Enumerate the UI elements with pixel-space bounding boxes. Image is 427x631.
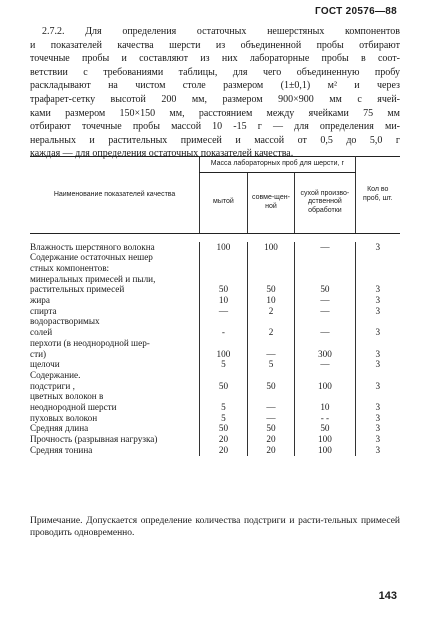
- row-value: [295, 252, 355, 263]
- note: Примечание. Допускается определение количества подстриги и расти-тельных примесей проводить одновременно.: [30, 516, 400, 538]
- row-value: 100: [200, 242, 248, 253]
- row-value: 3: [355, 413, 400, 424]
- table-row: [30, 402, 400, 413]
- col-header-washed: мытой: [200, 172, 248, 233]
- page-number: 143: [378, 590, 397, 602]
- table-row: [30, 349, 400, 360]
- table-row: [30, 242, 400, 253]
- row-label: водорастворимых: [30, 316, 100, 327]
- row-value: 10: [247, 295, 295, 306]
- row-value: [295, 338, 355, 349]
- standard-header: ГОСТ 20576—88: [314, 6, 397, 17]
- paragraph-line: трафарет-сетку высотой 200 мм, размером 900×900 мм с ячей-: [30, 93, 400, 105]
- row-label: Средняя тонина: [30, 444, 93, 455]
- row-value: [355, 370, 400, 381]
- row-value: —: [295, 306, 355, 317]
- row-value: 3: [355, 284, 400, 295]
- table-row: [30, 370, 400, 381]
- row-value: [355, 316, 400, 327]
- row-value: —: [247, 402, 295, 413]
- row-value: [200, 252, 248, 263]
- section-paragraph: [30, 25, 400, 161]
- row-value: 50: [200, 381, 248, 392]
- row-value: 5: [200, 359, 248, 370]
- col-header-dry: сухой произво-дственной обработки: [295, 172, 355, 233]
- row-value: [247, 316, 295, 327]
- row-label: Средняя длина: [30, 423, 89, 434]
- row-value: [295, 263, 355, 274]
- row-value: [355, 391, 400, 402]
- row-label: перхоти (в неоднородной шер-: [30, 337, 150, 348]
- table-row: [30, 338, 400, 349]
- row-value: [295, 316, 355, 327]
- row-value: [295, 391, 355, 402]
- paragraph-line: ветствии с требованиями таблицы, для чего объединенную пробу: [30, 66, 400, 78]
- table-row: [30, 327, 400, 338]
- row-value: —: [295, 359, 355, 370]
- row-value: [247, 263, 295, 274]
- row-label: минеральных примесей и пыли,: [30, 273, 156, 284]
- row-value: 100: [247, 242, 295, 253]
- row-label: Содержание.: [30, 369, 81, 380]
- sampling-table: [30, 156, 400, 456]
- row-value: [200, 274, 248, 285]
- table-row: [30, 274, 400, 285]
- row-value: 100: [295, 381, 355, 392]
- row-value: —: [295, 242, 355, 253]
- table-row: [30, 413, 400, 424]
- row-value: 3: [355, 434, 400, 445]
- row-label: щелочи: [30, 359, 60, 370]
- row-value: [295, 274, 355, 285]
- row-value: 20: [247, 434, 295, 445]
- row-label: сти): [30, 348, 47, 359]
- row-value: 5: [247, 359, 295, 370]
- row-value: 3: [355, 242, 400, 253]
- row-value: 3: [355, 349, 400, 360]
- row-value: 3: [355, 445, 400, 456]
- row-label: Влажность шерстяного волокна: [30, 241, 155, 252]
- row-label: Прочность (разрывная нагрузка): [30, 434, 158, 445]
- col-header-mass-group: Масса лабораторных проб для шерсти, г: [200, 157, 355, 173]
- row-value: —: [247, 349, 295, 360]
- table-row: [30, 445, 400, 456]
- row-value: 5: [200, 402, 248, 413]
- paragraph-line: 2.7.2. Для определения остаточных нешерстяных компонентов: [42, 26, 400, 37]
- row-label: Содержание остаточных нешер: [30, 252, 153, 263]
- row-value: [247, 370, 295, 381]
- table-row: [30, 252, 400, 263]
- row-value: 50: [247, 423, 295, 434]
- row-label: жира: [30, 295, 50, 306]
- row-value: —: [247, 413, 295, 424]
- row-value: 3: [355, 423, 400, 434]
- table-row: [30, 295, 400, 306]
- row-value: 50: [200, 284, 248, 295]
- table-row: [30, 284, 400, 295]
- row-value: [200, 370, 248, 381]
- row-value: 20: [247, 445, 295, 456]
- row-value: 3: [355, 402, 400, 413]
- row-value: [247, 252, 295, 263]
- row-value: [200, 391, 248, 402]
- row-value: 50: [247, 381, 295, 392]
- row-value: 50: [247, 284, 295, 295]
- table-row: [30, 434, 400, 445]
- row-value: 3: [355, 359, 400, 370]
- paragraph-line: отбирают точечные пробы массой 10 -15 г — для определения ми-: [30, 121, 400, 133]
- table-row: [30, 381, 400, 392]
- row-value: 50: [200, 423, 248, 434]
- table-row: [30, 391, 400, 402]
- table-row: [30, 306, 400, 317]
- paragraph-line: и показателей качества шерсти из объединенной пробы отбирают: [30, 39, 400, 51]
- row-value: 20: [200, 434, 248, 445]
- row-value: 20: [200, 445, 248, 456]
- row-value: 50: [295, 423, 355, 434]
- row-label: подстриги ,: [30, 380, 75, 391]
- row-value: [355, 274, 400, 285]
- paragraph-line: раскладывают на чистом столе размером (1±0,1) м² и через: [30, 80, 400, 92]
- paragraph-line: неральных и растительных примесей и массой от 0,5 до 5,0 г: [30, 134, 400, 146]
- row-value: 100: [295, 434, 355, 445]
- row-value: [355, 338, 400, 349]
- row-label: растительных примесей: [30, 284, 125, 295]
- row-value: —: [200, 306, 248, 317]
- row-value: [295, 370, 355, 381]
- col-header-count: Кол во проб, шт.: [355, 157, 400, 234]
- row-value: 100: [200, 349, 248, 360]
- col-header-name: Наименование показателей качества: [30, 157, 200, 234]
- row-value: 10: [200, 295, 248, 306]
- col-header-combined: совме-щен-ной: [247, 172, 295, 233]
- table-row: [30, 423, 400, 434]
- row-value: —: [295, 327, 355, 338]
- row-value: -: [200, 327, 248, 338]
- row-value: 100: [295, 445, 355, 456]
- row-value: [200, 263, 248, 274]
- row-value: 10: [295, 402, 355, 413]
- row-value: [355, 252, 400, 263]
- row-value: [200, 316, 248, 327]
- row-value: [247, 274, 295, 285]
- paragraph-line: каждая — для определения остаточных показателей качества.: [30, 148, 294, 160]
- row-label: солей: [30, 327, 53, 338]
- row-value: —: [295, 295, 355, 306]
- paragraph-line: ками размером 150×150 мм, расстоянием между ячейками 75 мм: [30, 107, 400, 119]
- row-value: [200, 338, 248, 349]
- row-label: стных компонентов:: [30, 262, 110, 273]
- row-label: пуховых волокон: [30, 412, 98, 423]
- table-row: [30, 316, 400, 327]
- row-label: спирта: [30, 305, 57, 316]
- row-value: [247, 338, 295, 349]
- row-value: 2: [247, 327, 295, 338]
- row-value: 3: [355, 381, 400, 392]
- row-value: 2: [247, 306, 295, 317]
- row-value: 50: [295, 284, 355, 295]
- row-value: [247, 391, 295, 402]
- row-value: 3: [355, 327, 400, 338]
- row-value: [355, 263, 400, 274]
- table-row: [30, 263, 400, 274]
- row-label: неоднородной шерсти: [30, 402, 117, 413]
- row-value: 3: [355, 295, 400, 306]
- table-row: [30, 359, 400, 370]
- row-value: - -: [295, 413, 355, 424]
- row-value: 3: [355, 306, 400, 317]
- row-label: цветных волокон в: [30, 391, 104, 402]
- row-value: 5: [200, 413, 248, 424]
- paragraph-line: точечные пробы и составляют из них лабораторные пробы в соот-: [30, 53, 400, 65]
- row-value: 300: [295, 349, 355, 360]
